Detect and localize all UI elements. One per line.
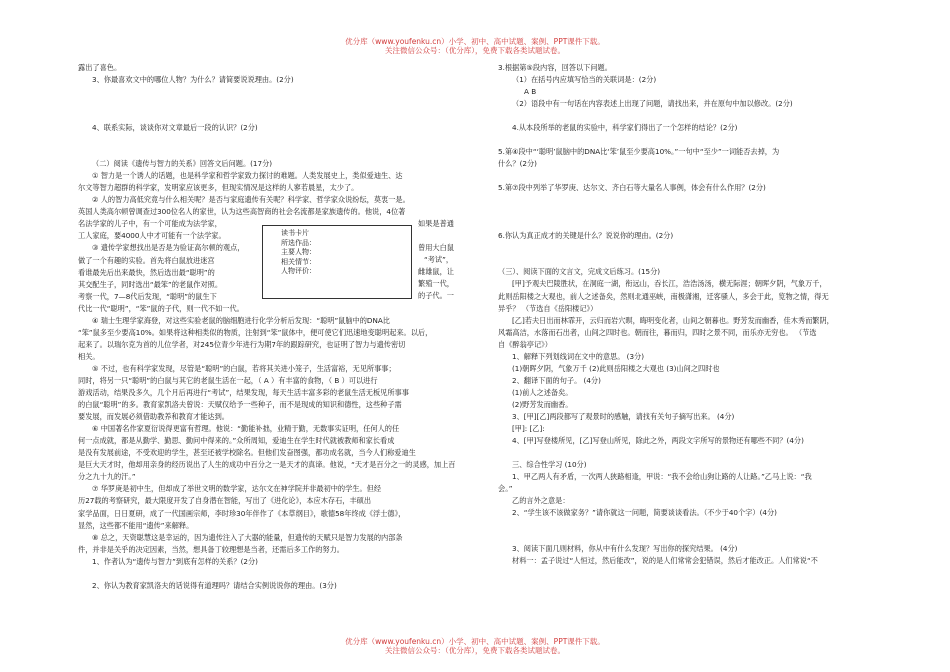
text-line: (2)野芳发而幽香。 [512, 399, 573, 409]
card-side-text [418, 218, 454, 302]
text-line: (1)前人之述备矣。 [512, 387, 573, 397]
text-fragment: 曾用大白鼠 [418, 243, 454, 253]
text-line: 家学品面，日日夏研，成了一代国画宗师，李时珍30年伴作了《本草纲目》，歌德58年终成《浮士德》， [78, 508, 406, 518]
text-line: 3、[甲][乙]两段都写了观景时的感触，请找有关句子摘写出来。 (4分) [512, 411, 735, 421]
text-line: 同时，将另一只“聪明”的白鼠与其它的老鼠生活在一起，（ A ）有丰富的食物，（ B ）可以进行 [78, 375, 378, 385]
text-line: （2）语段中有一句话在内容表述上出现了问题，请找出来，并在原句中加以修改。(2分) [512, 99, 793, 109]
text-line: 显然，这些都不能用“遗传”来解释。 [78, 520, 194, 530]
page-footer-ad [0, 637, 950, 655]
text-line: 看谁最先后出来最快，然后选出最“聪明”的 [78, 267, 215, 277]
text-line: 会。” [498, 484, 513, 494]
left-column [78, 62, 466, 592]
text-line: 材料一：孟子说过“人恒过，然后能改”，说的是人们常常会犯错误，然后才能改正。人们常说“不 [512, 556, 818, 566]
reading-card [262, 225, 412, 299]
text-line: ⑦ 华罗庚是初中生，但却成了举世文明的数学家，达尔文在神学院并非最初中的学生。但经 [92, 484, 382, 494]
text-line: ① 智力是一个诱人的话题，也是科学家和哲学家致力探讨的难题。人类发展史上，类似爱迪生、达 [92, 171, 403, 181]
footer-line-2: 关注微信公众号：（优分库），免费下载各类试题试卷。 [385, 646, 565, 655]
text-line: 的白鼠“聪明”的多。教育家凯洛夫曾说：天赋仅给予一些种子，而不是现成的知识和德性，这些种子需 [78, 400, 402, 410]
text-line: 2、“学生该不该做家务？”请你就这一问题，简要谈谈看法。（不少于40个字）(4分) [512, 508, 777, 518]
text-line: 历27载的考察研究，最大限度开发了自身潜在智能，写出了《进化论》，本应木存石，丰硕出 [78, 496, 372, 506]
card-line: 人物评价： [281, 267, 316, 275]
text-line: 自《醉翁亭记》） [498, 339, 552, 349]
header-line-1: 优分库（www.youfenku.cn）小学、初中、高中试题、案例、PPT课件下载。 [345, 37, 605, 46]
footer-line-1: 优分库（www.youfenku.cn）小学、初中、高中试题、案例、PPT课件下载。 [345, 637, 605, 646]
card-line: 所选作品： [281, 238, 316, 247]
text-line: ④ 瑞士生理学家海登，对这些实验老鼠的脑细胞进行化学分析后发现：“聪明”鼠脑中的DNA比 [92, 315, 390, 325]
card-line: 相关情节： [281, 257, 316, 266]
text-line: ⑥ 中国著名作家夏衍说得更富有哲理。他说：“勤能补拙，业精于勤，无数事实证明，任何人的任 [92, 424, 400, 434]
text-line: 要发展，而发展必须借助教养和教育才能达到。 [78, 412, 229, 422]
text-line: 什么？(2分) [498, 159, 537, 169]
section-3-title: （三）、阅读下面的文言文，完成文后练习。(15分) [498, 267, 661, 277]
text-line: 起来了。以瑞尔克为首的儿位学者，对245位青少年进行为期7年的跟踪研究，也证明了智力与遗传密切 [78, 339, 406, 349]
question-3: 3.根据第⑤段内容，回答以下问题。 [498, 63, 612, 72]
question-5b: 5.第⑦段中列举了华罗庚、达尔文、齐白石等大量名人事例，体会有什么作用？(2分) [498, 183, 766, 193]
text-line: 考察一代，7—8代后发现，“聪明”的鼠生下 [78, 291, 217, 301]
text-line: 是没有发展前途，不受欢迎的学生，甚至还被学校除名。但他们发奋图强，都功成名就，当今人们称爱迪生 [78, 448, 416, 458]
text-line: 风霜高洁，水落而石出者，山间之四时也。朝而往，暮而归，四时之景不同，而乐亦无穷也。 （节选 [498, 327, 817, 337]
text-line: “笨”鼠多至少要高10%。如果将这种相类似的物质，注射到“笨”鼠体中，便可使它们迅速地变聪明起来。以后， [78, 327, 433, 337]
text-line: 异乎？ （节选自《岳阳楼记》） [498, 303, 598, 313]
section-3b-title: 三、综合性学习 (10分) [512, 460, 587, 470]
text-line: 件，并非是关乎的决定因素，当然，想具备丁较理想是当者，还需后多工作的努力。 [78, 544, 344, 554]
text-fragment: 繁殖一代， [418, 279, 454, 289]
right-column [498, 62, 882, 567]
text-fragment: 雌雄鼠，让 [418, 267, 454, 277]
question-2: 2、你认为教育家凯洛夫的话说得有道理吗？请结合实例说说你的理由。(3分) [92, 580, 337, 590]
text-line: A B [524, 87, 537, 97]
text-line: 分之九十九的汗。” [78, 472, 136, 482]
question-4: 4、联系实际，谈谈你对文章最后一段的认识？(2分) [92, 123, 258, 133]
text-line: [乙]若夫日出而林霏开，云归而岩穴暝，晦明变化者，山间之朝暮也。野芳发而幽香，佳木秀而繁阴， [512, 315, 834, 325]
question-1: 1、作者认为“遗传与智力”到底有怎样的关系？(2分) [92, 556, 258, 566]
card-title: 读书卡片 [281, 229, 309, 237]
text-line: 其交配生子，同时选出“最笨”的老鼠作对照。 [78, 279, 223, 289]
text-line: 乙的言外之意是： [512, 496, 570, 506]
card-line: 主要人物： [281, 248, 316, 256]
page-header-ad [0, 37, 950, 55]
text-line: 英国人类高尔顿曾调查过300位名人的家世，认为这些高智商的社会名流都是家族遗传的。他说，4位著 [78, 207, 406, 217]
text-line: 此则岳阳楼之大观也，前人之述备矣，然则北通巫峡，南极潇湘，迁客骚人，多会于此，览物之情，得无 [498, 291, 829, 301]
text-line: （1）在括号内应填写恰当的关联词是：(2分) [512, 75, 657, 85]
text-line: [甲]: [乙]: [512, 424, 545, 434]
text-line: ③ 遗传学家想找出是否是为验证高尔顿的观点， [92, 243, 245, 253]
question-6: 6.你认为真正成才的关键是什么？说说你的理由。(2分) [498, 231, 674, 241]
text-line: 是巨大天才时，他却用亲身的经历说出了人生的成功中百分之一是天才的真谛。他说，“天才是百分之一的灵感，加上百 [78, 460, 456, 470]
text-line: [甲]予观夫巴陵胜状，在洞庭一湖，衔远山，吞长江，浩浩汤汤，横无际涯；朝晖夕阴，气象万千， [512, 279, 827, 289]
text-fragment: “考试”， [424, 255, 454, 265]
text-line: 露出了喜色。 [78, 63, 122, 72]
text-line: ② 人的智力高低究竟与什么相关呢？是否与家庭遗传有关呢？科学家、哲学家众说纷纭，莫衷一是。 [92, 195, 410, 205]
section-2-title: （二）阅读《遗传与智力的关系》回答文后问题。(17分) [92, 159, 273, 169]
text-line: 1、解释下列划线词在文中的意思。 (3分) [512, 351, 645, 361]
text-line: 1、甲乙两人有矛盾，一次两人狭路相逢，甲说：“我不会给山狗让路的人让路。”乙马上说：“我 [512, 472, 812, 482]
header-line-2: 关注微信公众号：（优分库），免费下载各类试题试卷。 [385, 46, 565, 55]
text-line: 相关。 [78, 351, 100, 361]
text-line: 3、阅读下面几则材料，你从中有什么发现？写出你的探究结果。 (4分) [512, 544, 738, 554]
text-line: 工人家庭，要4000人中才可能有一个法学家。 [78, 231, 226, 241]
text-line: 名法学家的儿子中，有一个可能成为法学家， [78, 219, 222, 229]
text-line: 游戏活动，结果没多久，几个月后再进行“考试”，结果发现，每天生活丰富多彩的老鼠生活无板见所事事 [78, 388, 409, 398]
question-3: 3、你最喜欢文中的哪位人物？为什么？请简要说说理由。(2分) [92, 75, 294, 85]
text-line: ⑧ 总之，天资聪慧这是幸运的，因为遗传注入了大器的能量，但遗传的天赋只是智力发展的内部条 [92, 532, 403, 542]
text-line: 代比一代“聪明”，“笨”鼠的子代，则一代不如一代。 [78, 303, 244, 313]
text-line: 做了一个有趣的实验。首先将白鼠放进迷宫 [78, 255, 215, 265]
text-line: 2、翻译下面的句子。 (4分) [512, 375, 601, 385]
text-line: (1)朝晖夕阴，气象万千 (2)此则岳阳楼之大观也 (3)山间之四时也 [512, 363, 720, 373]
text-line: ⑤ 不过，也有科学家发现，尽管是“聪明”的白鼠，若将其关进小笼子，生活富裕，无见所事事； [92, 363, 396, 373]
text-fragment: 的子代。一 [418, 291, 454, 301]
question-5: 5.第④段中“‘聪明’鼠脑中的DNA比‘笨’鼠至少要高10%。”一句中“至少”一词能否去掉，为 [498, 147, 780, 157]
text-fragment: 如果是普通 [418, 219, 454, 228]
question-4: 4.从本段所举的老鼠的实验中，科学家们得出了一个怎样的结论？(2分) [512, 123, 738, 133]
text-line: 何一点成就，都是从勤学、勤思、勤问中得来的。”众所周知，爱迪生在学生时代就被教师和家长看成 [78, 436, 395, 446]
text-line: 4、[甲]写登楼所见，[乙]写登山所见，除此之外，两段文字所写的景物还有哪些不同？(4分) [512, 436, 804, 446]
text-line: 尔文等智力超群的科学家，发明家应该更多，但现实情况是这样的人寥若晨星，太少了。 [78, 183, 359, 193]
